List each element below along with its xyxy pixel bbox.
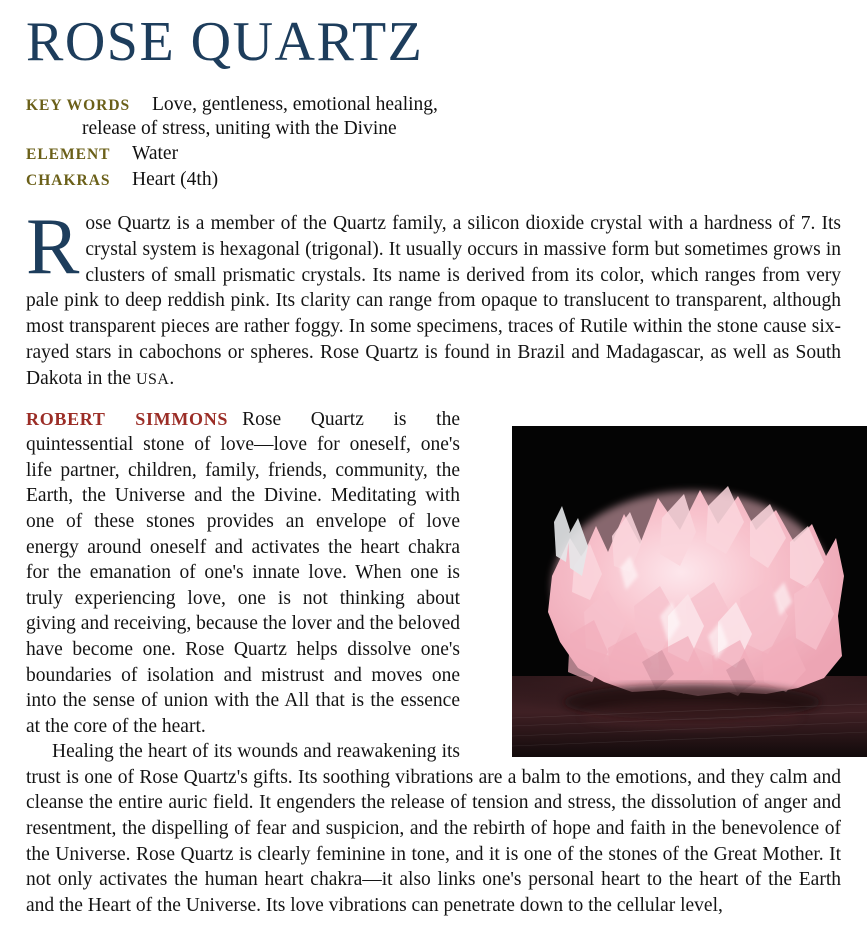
- attribute-value-chakras: Heart (4th): [132, 169, 219, 190]
- intro-text: ose Quartz is a member of the Quartz family, a silicon dioxide crystal with a hardness of 7. Its crystal system is hexagonal (trigonal). It usually occurs in massive form but sometimes grows in clusters of small prismatic crystals. Its name is derived from its color, which ranges from very pale pink to deep reddish pink. Its clarity can range from opaque to translucent to transparent, although most transparent pieces are rather foggy. In some specimens, traces of Rutile within the stone cause six-rayed stars in cabochons or spheres. Rose Quartz is found in Brazil and Madagascar, as well as South Dakota in the: [26, 213, 841, 389]
- attribute-label-chakras: CHAKRAS: [26, 172, 111, 189]
- author-byline: ROBERT SIMMONS: [26, 408, 229, 429]
- intro-text-end: .: [169, 367, 175, 389]
- intro-text-smallcaps: USA: [135, 370, 170, 388]
- simmons-paragraph-2: Healing the heart of its wounds and reawakening its trust is one of Rose Quartz's gifts. Its soothing vibrations are a balm to the emotions, and they calm and cleanse the entire auric field. It engenders the release of tension and stress, the dissolution of anger and resentment, the dispelling of fear and suspicion, and the rebirth of hope and faith in the benevolence of the Universe. Rose Quartz is clearly feminine in tone, and it is one of the stones of the Great Mother. It not only activates the human heart chakra—it also links one's personal heart to the heart of the Earth and the Heart of the Universe. Its love vibrations can penetrate down to the cellular level,: [26, 741, 841, 916]
- attribute-label-keywords: KEY WORDS: [26, 97, 131, 114]
- attribute-label-element: ELEMENT: [26, 146, 111, 163]
- drop-cap: R: [26, 203, 80, 291]
- attribute-row-keywords: [26, 92, 867, 141]
- attribute-list: [0, 92, 867, 193]
- simmons-paragraph-1-text: Rose Quartz is the quintessential stone of love—love for oneself, one's life partner, children, family, friends, community, the Earth, the Universe and the Divine. Meditating with one of these stones provides an envelope of love energy around oneself and activates the heart chakra for the emanation of one's innate love. When one is truly experiencing love, one is not thinking about giving and receiving, because the lover and the beloved have become one. Rose Quartz helps dissolve one's boundaries of isolation and mistrust and moves one into the sense of union with the All that is the essence at the core of the heart.: [26, 408, 460, 737]
- attribute-value-keywords-line1: Love, gentleness, emotional healing,: [152, 94, 438, 115]
- rose-quartz-photo-svg: [512, 426, 867, 757]
- attribute-value-keywords-line2: release of stress, uniting with the Divine: [82, 118, 397, 139]
- attribute-row-element: [26, 141, 867, 167]
- page-title: ROSE QUARTZ: [26, 11, 424, 73]
- rose-quartz-photo: [512, 426, 867, 757]
- attribute-row-chakras: [26, 167, 867, 193]
- attribute-value-element: Water: [132, 143, 179, 164]
- intro-paragraph: [26, 203, 841, 393]
